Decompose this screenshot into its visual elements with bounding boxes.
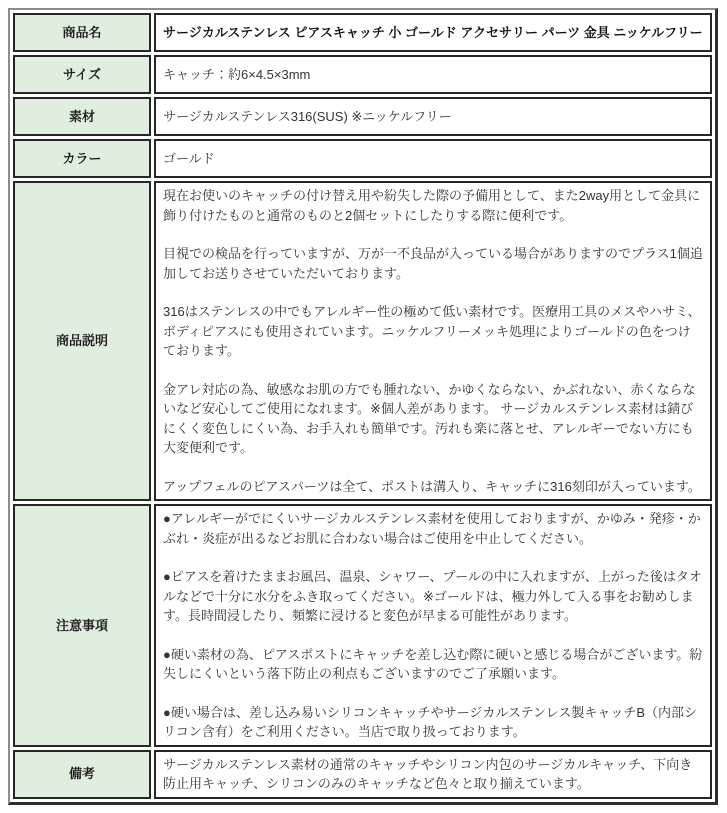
row-label-size: サイズ <box>13 55 151 94</box>
caution-item: ●ピアスを着けたままお風呂、温泉、シャワー、プールの中に入れますが、上がった後はタオルなどで十分に水分をふき取ってください。※ゴールドは、極力外して入る事をお勧めします。長時間浸したり、頻繁に浸けると変色が早まる可能性があります。 <box>163 569 702 623</box>
row-label-cautions: 注意事項 <box>13 504 151 747</box>
product-name-text: サージカルステンレス ピアスキャッチ 小 ゴールド アクセサリー パーツ 金具 ニッケルフリー <box>163 24 703 40</box>
material-text: サージカルステンレス316(SUS) ※ニッケルフリー <box>163 108 452 124</box>
product-spec-table <box>8 8 718 805</box>
spec-row-product-name <box>13 13 712 52</box>
caution-item: ●硬い場合は、差し込み易いシリコンキャッチやサージカルステンレス製キャッチB（内部シリコン含有）をご利用ください。当店で取り扱っております。 <box>163 704 697 739</box>
description-paragraph: 目視での検品を行っていますが、万が一不良品が入っている場合がありますのでプラス1個追加してお送りさせていただいております。 <box>163 246 703 281</box>
row-content-description <box>154 181 712 501</box>
description-paragraph: 316はステンレスの中でもアレルギー性の極めて低い素材です。医療用工具のメスやハサミ、ボディピアスにも使用されています。ニッケルフリーメッキ処理によりゴールドの色をつけております。 <box>163 304 701 358</box>
row-label-material: 素材 <box>13 97 151 136</box>
description-paragraph: アップフェルのピアスパーツは全て、ポストは溝入り、キャッチに316刻印が入っています。 <box>163 478 701 494</box>
row-label-remarks: 備考 <box>13 750 151 799</box>
spec-row-color <box>13 139 712 178</box>
description-paragraph: 現在お使いのキャッチの付け替え用や紛失した際の予備用として、また2way用として金具に飾り付けたものと通常のものと2個セットにしたりする際に便利です。 <box>163 188 701 223</box>
row-content-cautions <box>154 504 712 747</box>
spec-row-size <box>13 55 712 94</box>
caution-item: ●硬い素材の為、ピアスポストにキャッチを差し込む際に硬いと感じる場合がございます。紛失しにくいという落下防止の利点もございますのでご了承願います。 <box>163 646 703 681</box>
color-text: ゴールド <box>163 150 215 166</box>
caution-item: ●アレルギーがでにくいサージカルステンレス素材を使用しておりますが、かゆみ・発疹・かぶれ・炎症が出るなどお肌に合わない場合はご使用を中止してください。 <box>163 511 701 546</box>
row-content-color <box>154 139 712 178</box>
row-content-product-name <box>154 13 712 52</box>
row-content-remarks <box>154 750 712 799</box>
spec-row-remarks <box>13 750 712 799</box>
spec-row-description <box>13 181 712 501</box>
spec-row-material <box>13 97 712 136</box>
row-label-product-name: 商品名 <box>13 13 151 52</box>
row-label-description: 商品説明 <box>13 181 151 501</box>
row-content-size <box>154 55 712 94</box>
remarks-text: サージカルステンレス素材の通常のキャッチやシリコン内包のサージカルキャッチ、下向き防止用キャッチ、シリコンのみのキャッチなど色々と取り揃えています。 <box>163 756 693 791</box>
spec-row-cautions <box>13 504 712 747</box>
row-content-material <box>154 97 712 136</box>
description-paragraph: 金アレ対応の為、敏感なお肌の方でも腫れない、かゆくならない、かぶれない、赤くならないなど安心してご使用になれます。※個人差があります。 サージカルステンレス素材は錆びにくく変色しにくい為、お手入れも簡単です。汚れも楽に落とせ、アレルギーでない方にも大変便利です。 <box>163 381 696 455</box>
row-label-color: カラー <box>13 139 151 178</box>
size-text: キャッチ：約6×4.5×3mm <box>163 66 311 82</box>
